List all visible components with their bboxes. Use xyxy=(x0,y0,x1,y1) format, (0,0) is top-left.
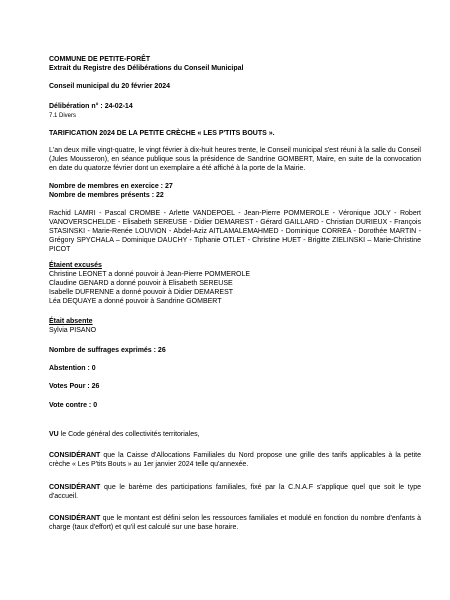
absent-member: Sylvia PISANO xyxy=(49,327,97,334)
intro-paragraph: L'an deux mille vingt-quatre, le vingt février à dix-huit heures trente, le Conseil municipal s'est réuni à la salle du Conseil (Jules Mousseron), en séance publique sous la présidence de Sandrine GOMBERT, Maire, en suite de la convocation en date du quatorze février dont un exemplaire a été affiché à la porte de la Mairie. xyxy=(49,147,421,172)
consideration-keyword: CONSIDÉRANT xyxy=(49,515,101,522)
deliberation-number: Délibération n° : 24-02-14 xyxy=(49,103,133,110)
consideration-keyword: CONSIDÉRANT xyxy=(49,452,101,459)
votes-against: Vote contre : 0 xyxy=(49,402,98,409)
excused-item: Léa DEQUAYE a donné pouvoir à Sandrine GOMBERT xyxy=(49,298,222,305)
consideration-paragraph xyxy=(49,483,421,501)
consideration-keyword: CONSIDÉRANT xyxy=(49,484,101,491)
deliberation-category: 7.1 Divers xyxy=(49,113,77,119)
absent-heading: Était absente xyxy=(49,318,93,325)
consideration-text: le Code général des collectivités territoriales, xyxy=(58,431,200,438)
excused-item: Claudine GENARD a donné pouvoir à Elisabeth SEREUSE xyxy=(49,280,233,287)
register-extract: Extrait du Registre des Délibérations du Conseil Municipal xyxy=(49,65,244,72)
excused-item: Isabelle DUFRENNE a donné pouvoir à Didier DEMAREST xyxy=(49,289,234,296)
consideration-paragraph xyxy=(49,514,421,532)
votes-for: Votes Pour : 26 xyxy=(49,383,100,390)
excused-item: Christine LEONET a donné pouvoir à Jean-Pierre POMMEROLE xyxy=(49,271,251,278)
consideration-text: que le barème des participations familiales, fixé par la C.N.A.F s'applique quel que soit le type d'accueil. xyxy=(49,484,421,500)
consideration-text: que la Caisse d'Allocations Familiales du Nord propose une grille des tarifs applicables à la petite crèche « Les P'tits Bouts » au 1er janvier 2024 telle qu'annexée. xyxy=(49,452,421,468)
consideration-paragraph xyxy=(49,430,421,439)
votes-expressed: Nombre de suffrages exprimés : 26 xyxy=(49,347,166,354)
consideration-paragraph xyxy=(49,451,421,469)
meeting-title: Conseil municipal du 20 février 2024 xyxy=(49,83,170,90)
excused-heading: Étaient excusés xyxy=(49,262,102,269)
commune-name: COMMUNE DE PETITE-FORÊT xyxy=(49,56,151,63)
members-present: Nombre de membres présents : 22 xyxy=(49,192,164,199)
present-members-list: Rachid LAMRI - Pascal CROMBE - Arlette VANDEPOEL - Jean-Pierre POMMEROLE - Véronique JOLY - Robert VANOVERSCHELDE - Elisabeth SEREUSE - Didier DEMAREST - Gérard GAILLARD - Christian DURIEUX - François STASINSKI - Marie-Renée LOUVION - Abdel-Aziz AITLAMALEMAHMED - Dominique CORREA - Dorothée MARTIN - Grégory SPYCHALA – Dominique DAUCHY - Tiphanie OTLET - Christine HUET - Brigitte ZIELINSKI – Marie-Christine PICOT xyxy=(49,210,421,253)
consideration-keyword: VU xyxy=(49,431,59,438)
consideration-text: que le montant est défini selon les ressources familiales et modulé en fonction du nombre d'enfants à charge (taux d'effort) et qu'il est calculé sur une base horaire. xyxy=(49,515,421,531)
members-in-office: Nombre de membres en exercice : 27 xyxy=(49,183,173,190)
votes-abstention: Abstention : 0 xyxy=(49,365,96,372)
deliberation-subject: TARIFICATION 2024 DE LA PETITE CRÈCHE « LES P'TITS BOUTS ». xyxy=(49,130,275,137)
